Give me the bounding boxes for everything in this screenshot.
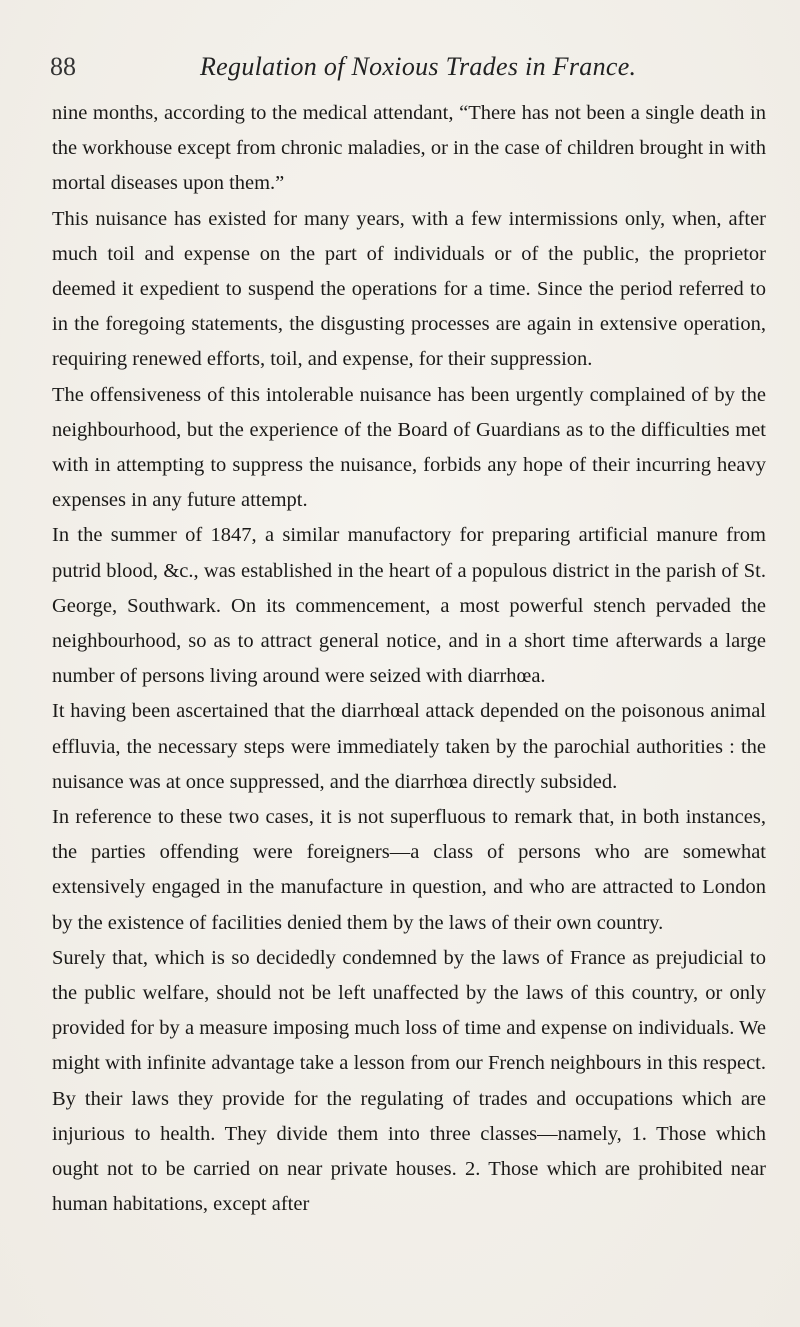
paragraph: The offensiveness of this intolerable nuisance has been urgently complained of by the neighbourhood, but the experience of the Board of Guardians as to the difficulties met with in attempting to suppress the nuisance, forbids any hope of their incurring heavy expenses in any future attempt. xyxy=(52,383,766,512)
paragraph: In reference to these two cases, it is not superfluous to remark that, in both instances, the parties offending were foreigners—a class of persons who are somewhat extensively engaged in the manufacture in question, and who are attracted to London by the existence of facilities denied them by the laws of their own country. xyxy=(52,806,766,934)
paragraph-continued: nine months, according to the medical attendant, “There has not been a single death in the workhouse except from chronic maladies, or in the case of children brought in with mortal diseases upon them.” xyxy=(52,102,766,195)
running-head: Regulation of Noxious Trades in France. xyxy=(200,52,637,81)
page-number: 88 xyxy=(50,52,76,81)
paragraph: It having been ascertained that the diarrhœal attack depended on the poisonous animal effluvia, the necessary steps were immediately taken by the parochial authorities : the nuisance was at once suppressed, and the diarrhœa directly subsided. xyxy=(52,700,766,793)
body-text xyxy=(52,96,766,1223)
paragraph: In the summer of 1847, a similar manufactory for preparing artificial manure from putrid blood, &c., was established in the heart of a populous district in the parish of St. George, Southwark. On its commencement, a most powerful stench pervaded the neighbourhood, so as to attract general notice, and in a short time afterwards a large number of persons living around were seized with diarrhœa. xyxy=(52,524,766,688)
paragraph: This nuisance has existed for many years, with a few intermissions only, when, after much toil and expense on the part of individuals or of the public, the proprietor deemed it expedient to suspend the operations for a time. Since the period referred to in the foregoing statements, the disgusting processes are again in extensive operation, requiring renewed efforts, toil, and expense, for their suppression. xyxy=(52,207,766,371)
paragraph: Surely that, which is so decidedly condemned by the laws of France as prejudicial to the public welfare, should not be left unaffected by the laws of this country, or only provided for by a measure imposing much loss of time and expense on individuals. We might with infinite advantage take a lesson from our French neighbours in this respect. By their laws they provide for the regulating of trades and occupations which are injurious to health. They divide them into three classes—namely, 1. Those which ought not to be carried on near private houses. 2. Those which are prohibited near human habitations, except after xyxy=(52,946,766,1216)
page-header xyxy=(50,52,758,92)
